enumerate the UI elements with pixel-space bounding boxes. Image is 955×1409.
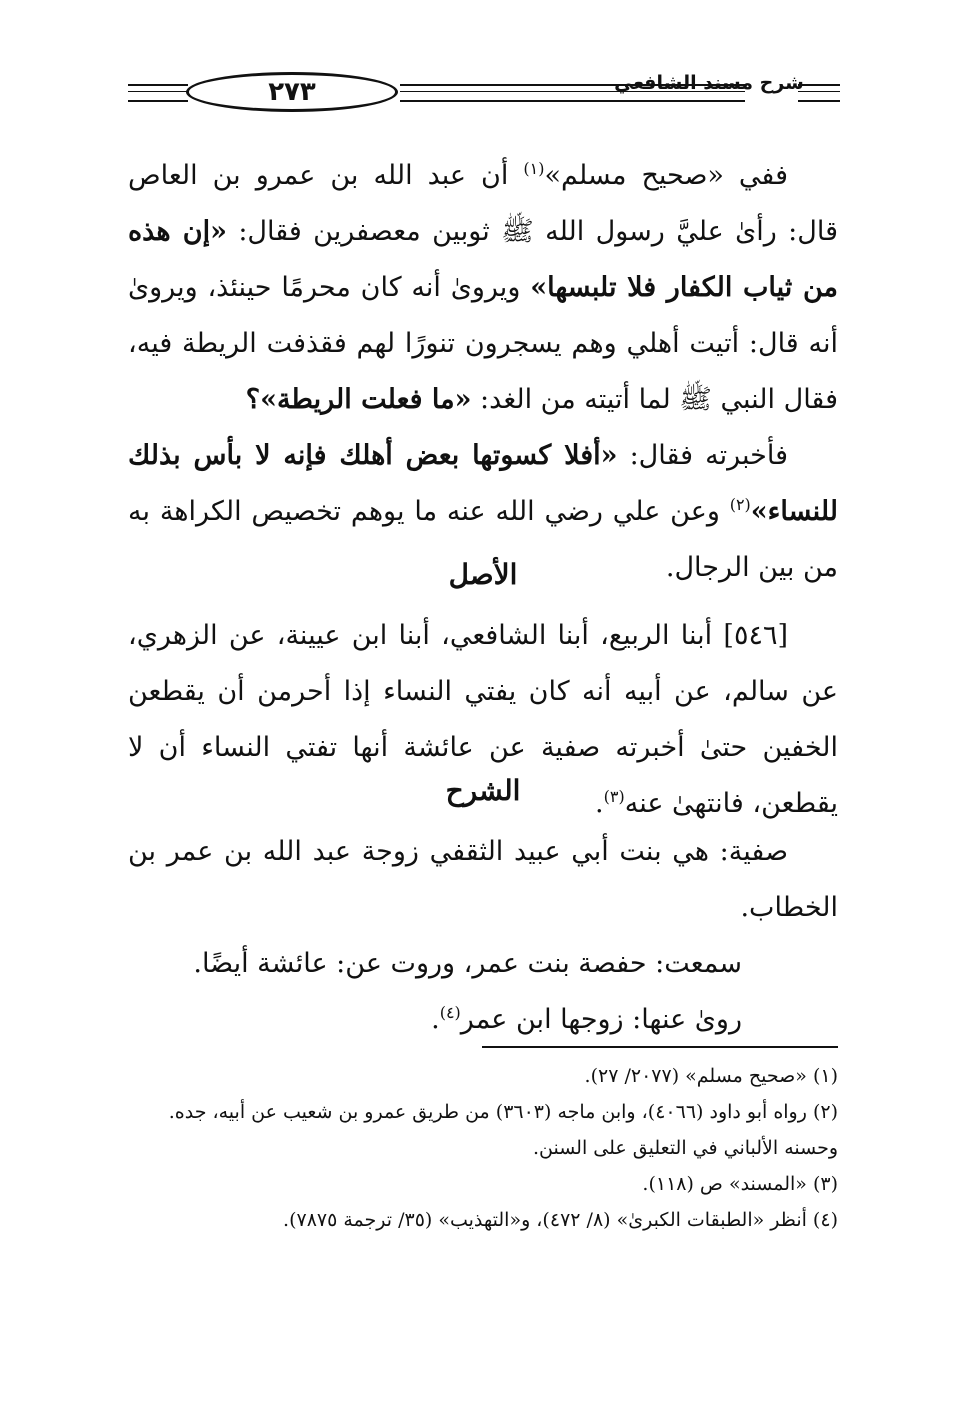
- footnote-1: (١) «صحيح مسلم» (٢٠٧٧/ ٢٧).: [584, 1065, 838, 1087]
- sharh-line-3: [128, 992, 838, 1048]
- footnote-2-note: وحسنه الألباني في التعليق على السنن.: [532, 1137, 838, 1159]
- sharh-text: [128, 824, 838, 1048]
- hadith-quote: «ما فعلت الريطة»؟: [245, 384, 472, 415]
- paragraph-1: [128, 148, 838, 428]
- text-span: روىٰ عنها: زوجها ابن عمر: [460, 1004, 742, 1035]
- intro-text: [128, 148, 838, 596]
- page-number: ٢٧٣: [268, 77, 316, 107]
- footnote-3: (٣) «المسند» ص (١١٨).: [642, 1173, 838, 1195]
- footnote-4: (٤) أنظر «الطبقات الكبرىٰ» (٨/ ٤٧٢)، و«التهذيب» (٣٥/ ترجمة ٧٨٧٥).: [283, 1209, 838, 1231]
- text-span: فأخبرته فقال:: [617, 440, 788, 471]
- page-header: [128, 66, 838, 132]
- text-span: .: [431, 1004, 440, 1035]
- section-heading-asl: الأصل: [448, 558, 518, 591]
- footnote-ref-2[interactable]: (٢): [729, 495, 751, 514]
- footnote-2: (٢) رواه أبو داود (٤٠٦٦)، وابن ماجه (٣٦٠٣) من طريق عمرو بن شعيب عن أبيه، جده.: [168, 1101, 838, 1123]
- text-span: أن عبد الله بن عمرو بن العاص قال: رأىٰ عليَّ رسول الله ﷺ ثوبين معصفرين فقال:: [128, 160, 838, 247]
- book-title: شرح مسند الشافعي: [614, 72, 804, 94]
- footnote-ref-1[interactable]: (١): [523, 159, 545, 178]
- footnote-separator: [482, 1046, 838, 1048]
- text-span: .: [595, 788, 604, 819]
- text-span: وعن علي رضي الله عنه ما يوهم تخصيص الكراهة به من بين الرجال.: [128, 496, 838, 583]
- footnote-ref-3[interactable]: (٣): [603, 787, 625, 806]
- footnotes: [128, 1058, 838, 1238]
- page-number-badge: [186, 72, 398, 112]
- header-rule-left: [128, 84, 188, 102]
- hadith-quote: «إن هذه من ثياب الكفار فلا تلبسها»: [128, 216, 838, 303]
- footnote-ref-4[interactable]: (٤): [439, 1003, 461, 1022]
- text-span: [٥٤٦] أبنا الربيع، أبنا الشافعي، أبنا ابن عيينة، عن الزهري، عن سالم، عن أبيه أنه كان يفتي النساء إذا أحرمن أن يقطعن الخفين حتىٰ أخبرته صفية عن عائشة أنها تفتي النساء أن لا يقطعن، فانتهىٰ عنه: [128, 620, 838, 819]
- text-span: ويروىٰ أنه كان محرمًا حينئذ، ويروىٰ أنه قال: أتيت أهلي وهم يسجرون تنورًا لهم فقذفت الريطة فيه، فقال النبي ﷺ لما أتيته من الغد:: [128, 272, 838, 415]
- header-rule-right: [798, 84, 840, 102]
- hadith-quote: «أفلا كسوتها بعض أهلك فإنه لا بأس بذلك للنساء»: [128, 440, 838, 527]
- text-span: ففي «صحيح مسلم»: [544, 160, 788, 191]
- section-heading-sharh: الشرح: [445, 774, 521, 807]
- sharh-line-1: صفية: هي بنت أبي عبيد الثقفي زوجة عبد الله بن عمر بن الخطاب.: [128, 836, 838, 923]
- sharh-line-2: سمعت: حفصة بنت عمر، وروت عن: عائشة أيضًا.: [193, 948, 742, 979]
